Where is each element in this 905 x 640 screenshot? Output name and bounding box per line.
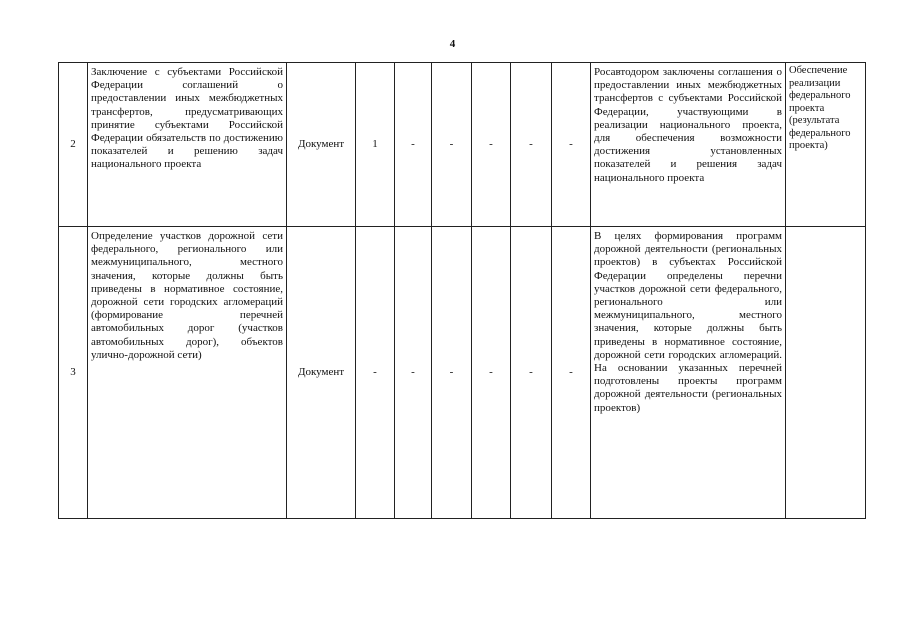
table-row [59,63,866,227]
value-cell: - [511,227,552,519]
results-table [58,62,866,519]
document-type: Документ [287,227,356,519]
table-row [59,227,866,519]
row-number: 3 [59,227,88,519]
task-name: Определение участков дорожной сети федерального, регионального или межмуниципального, местного значения, которые должны быть приведены в нормативное состояние, дорожной сети городских агломераций (формирование перечней автомобильных дорог (участков автомобильных дорог), объектов улично-дорожной сети) [88,227,287,519]
value-cell: - [472,227,511,519]
document-type: Документ [287,63,356,227]
result-description: В целях формирования программ дорожной деятельности (региональных проектов) в субъектах Российской Федерации определены перечни участков дорожной сети федерального, регионального или межмуниципального, местного значения, которые должны быть приведены в нормативное состояние, дорожной сети городских агломераций. На основании указанных перечней подготовлены проекты программ дорожной деятельности (региональных проектов) [591,227,786,519]
page-number: 4 [449,38,456,50]
value-cell: - [552,227,591,519]
value-cell: - [395,227,432,519]
row-number: 2 [59,63,88,227]
value-cell: - [552,63,591,227]
result-description: Росавтодором заключены соглашения о предоставлении иных межбюджетных трансфертов с субъектами Российской Федерации, участвующими в реализации национального проекта, для обеспечения возможности достижения установленных показателей и решения задач национального проекта [591,63,786,227]
value-cell: 1 [356,63,395,227]
result-type [786,227,866,519]
value-cell: - [356,227,395,519]
value-cell: - [395,63,432,227]
value-cell: - [472,63,511,227]
value-cell: - [432,227,472,519]
task-name: Заключение с субъектами Российской Федерации соглашений о предоставлении иных межбюджетных трансфертов, предусматривающих принятие субъектами Российской Федерации обязательств по достижению показателей и решению задач национального проекта [88,63,287,227]
result-type: Обеспечение реализации федерального проекта (результата федерального проекта) [786,63,866,227]
value-cell: - [432,63,472,227]
value-cell: - [511,63,552,227]
